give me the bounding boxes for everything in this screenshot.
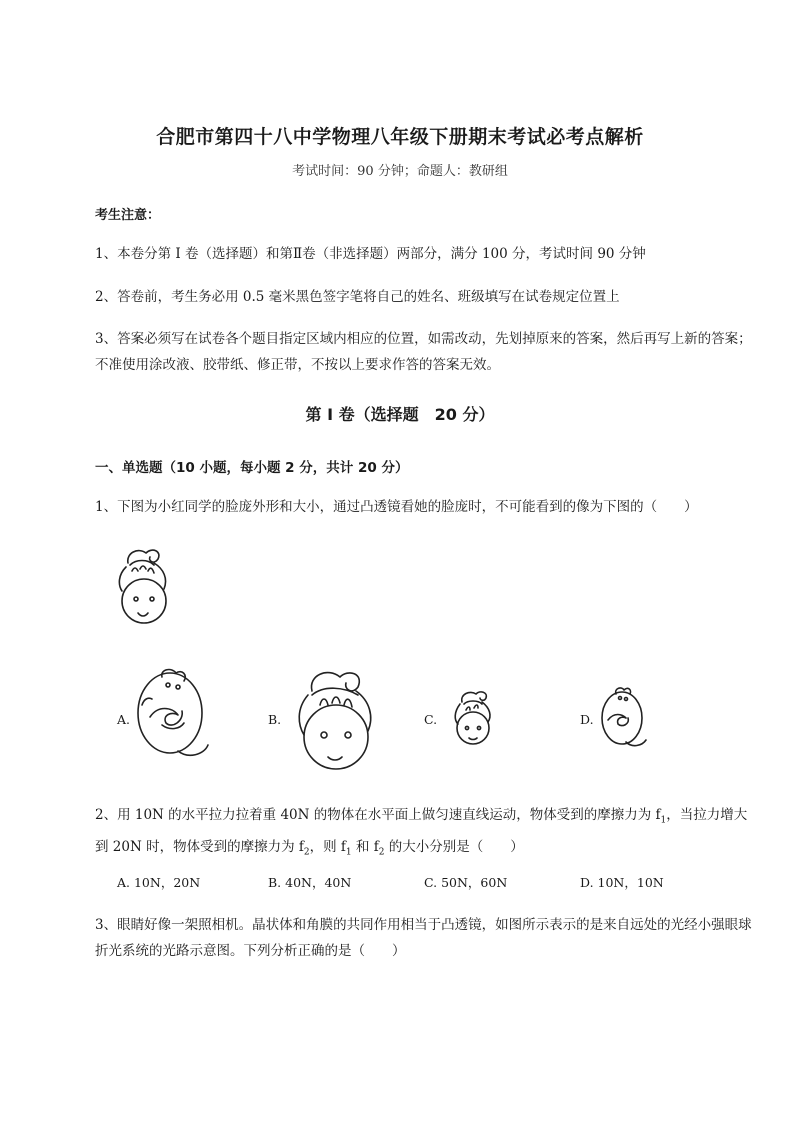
option-d-face-image (596, 684, 651, 754)
question-1-option-a[interactable]: A. (117, 712, 131, 727)
section-title: 第 I 卷（选择题 20 分） (305, 405, 495, 424)
option-c-face-image (448, 688, 498, 753)
question-1-option-d[interactable]: D. (580, 712, 594, 727)
question-3-stem: 3、眼睛好像一架照相机。晶状体和角膜的共同作用相当于凸透镜，如图所示表示的是来自远处的光经小强眼球折光系统的光路示意图。下列分析正确的是（ ） (95, 917, 752, 959)
page-title: 合肥市第四十八中学物理八年级下册期末考试必考点解析 (156, 126, 644, 148)
question-1-option-c[interactable]: C. (424, 712, 438, 727)
notice-item-2: 2、答卷前，考生务必用 0.5 毫米黑色签字笔将自己的姓名、班级填写在试卷规定位置上 (95, 289, 620, 305)
part-heading: 一、单选题（10 小题，每小题 2 分，共计 20 分） (95, 460, 409, 476)
reference-face-image (108, 545, 178, 630)
question-2-option-a[interactable]: A. 10N，20N (117, 875, 201, 890)
question-1-stem: 1、下图为小红同学的脸庞外形和大小，通过凸透镜看她的脸庞时，不可能看到的像为下图的（ ） (95, 499, 698, 515)
question-2-option-d[interactable]: D. 10N，10N (580, 875, 664, 890)
option-b-face-image (290, 665, 380, 775)
question-2-option-b[interactable]: B. 40N，40N (268, 875, 352, 890)
notice-heading: 考生注意： (95, 208, 161, 223)
question-2-stem: 2、用 10N 的水平拉力拉着重 40N 的物体在水平面上做匀速直线运动，物体受到的摩擦力为 $f_1$，当拉力增大到 20N 时，物体受到的摩擦力为 $f_2$，则 $f_1$ 和 $f_2$ 的大小分别是（ ） (95, 807, 748, 858)
notice-item-1: 1、本卷分第 I 卷（选择题）和第Ⅱ卷（非选择题）两部分，满分 100 分，考试时间 90 分钟 (95, 246, 646, 262)
option-a-face-image (132, 665, 212, 770)
question-1-option-b[interactable]: B. (268, 712, 282, 727)
exam-info: 考试时间：90 分钟；命题人：教研组 (292, 164, 508, 179)
question-2-option-c[interactable]: C. 50N，60N (424, 875, 508, 890)
notice-item-3: 3、答案必须写在试卷各个题目指定区域内相应的位置，如需改动，先划掉原来的答案，然后再写上新的答案；不准使用涂改液、胶带纸、修正带，不按以上要求作答的答案无效。 (95, 331, 752, 373)
